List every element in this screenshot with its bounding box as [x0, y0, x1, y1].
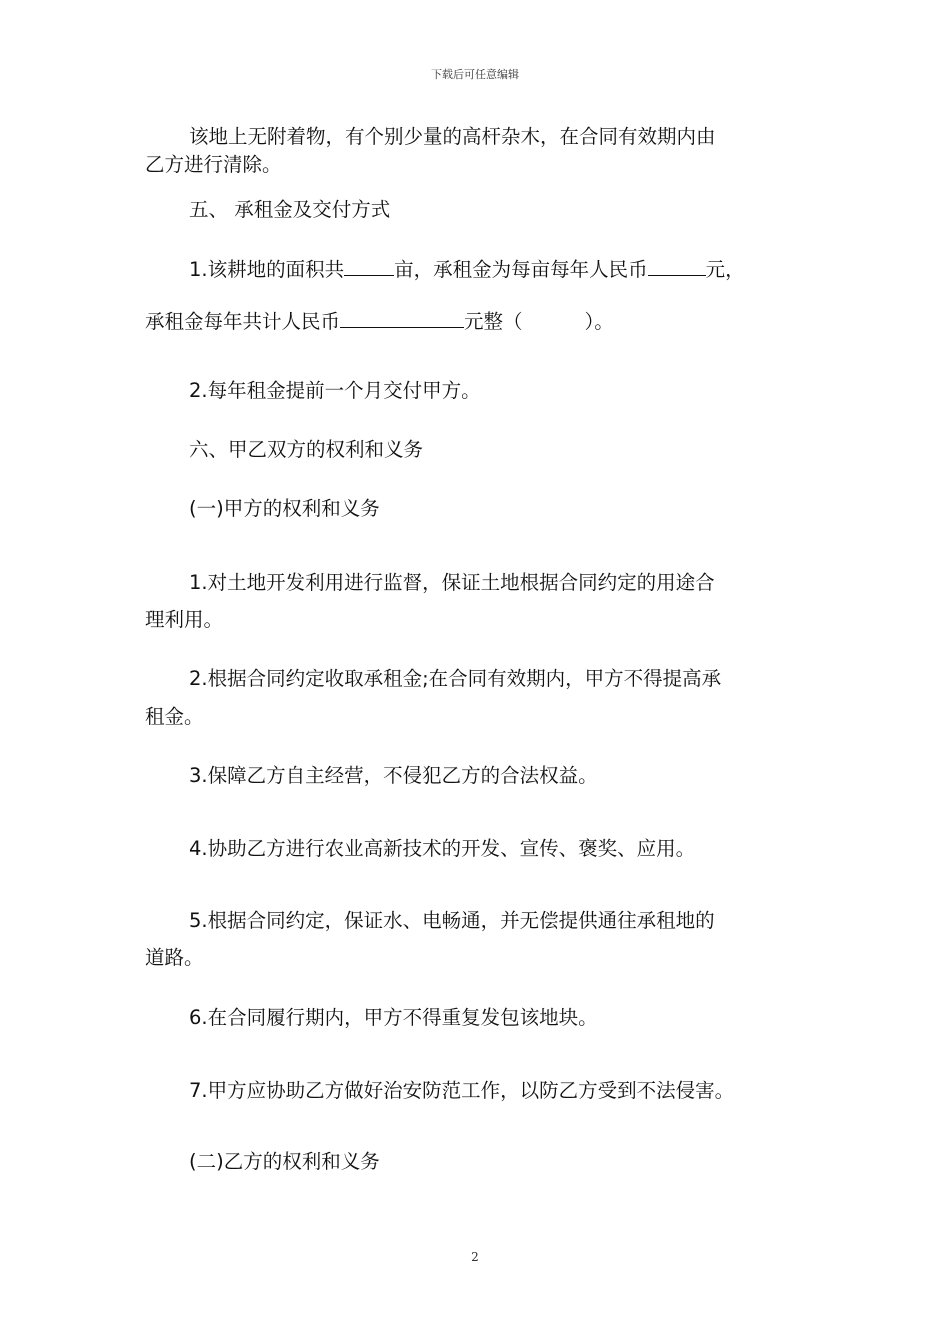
- page-number: 2: [471, 1250, 479, 1264]
- rent-item-1-line1: [145, 252, 810, 287]
- party-a-item-5-line1: 5.根据合同约定，保证水、电畅通，并无偿提供通往承租地的: [189, 909, 715, 932]
- rent-text-close: ）。: [584, 310, 614, 333]
- blank-total: [340, 305, 464, 328]
- rent-item-1-line2: [145, 304, 810, 339]
- rent-item-2: 2.每年租金提前一个月交付甲方。: [189, 379, 481, 402]
- subsection-party-b: (二)乙方的权利和义务: [189, 1150, 380, 1173]
- party-a-item-5-line2: 道路。: [145, 946, 204, 969]
- rent-text-yuan: 元，: [705, 258, 745, 281]
- rent-text-total: 承租金每年共计人民币: [145, 310, 341, 333]
- section-heading-5: 五、 承租金及交付方式: [189, 198, 391, 221]
- section-heading-6: 六、甲乙双方的权利和义务: [189, 438, 424, 461]
- party-a-item-1-line2: 理利用。: [145, 608, 224, 631]
- page-header: 下载后可任意编辑: [431, 68, 519, 81]
- party-a-item-1-line1: 1.对土地开发利用进行监督，保证土地根据合同约定的用途合: [189, 571, 715, 594]
- paragraph-land-line2: 乙方进行清除。: [145, 153, 282, 176]
- blank-area: [344, 253, 394, 276]
- party-a-item-3: 3.保障乙方自主经营，不侵犯乙方的合法权益。: [189, 764, 598, 787]
- party-a-item-6: 6.在合同履行期内，甲方不得重复发包该地块。: [189, 1006, 598, 1029]
- rent-text-area: 1.该耕地的面积共: [189, 258, 345, 281]
- subsection-party-a: (一)甲方的权利和义务: [189, 497, 380, 520]
- rent-text-price: 亩，承租金为每亩每年人民币: [394, 258, 648, 281]
- rent-text-whole: 元整（: [464, 310, 523, 333]
- party-a-item-7: 7.甲方应协助乙方做好治安防范工作，以防乙方受到不法侵害。: [189, 1079, 735, 1102]
- party-a-item-2-line2: 租金。: [145, 705, 204, 728]
- party-a-item-4: 4.协助乙方进行农业高新技术的开发、宣传、褒奖、应用。: [189, 837, 696, 860]
- paragraph-land-line1: 该地上无附着物，有个别少量的高杆杂木，在合同有效期内由: [189, 125, 716, 148]
- party-a-item-2-line1: 2.根据合同约定收取承租金;在合同有效期内，甲方不得提高承: [189, 667, 722, 690]
- blank-price: [648, 253, 706, 276]
